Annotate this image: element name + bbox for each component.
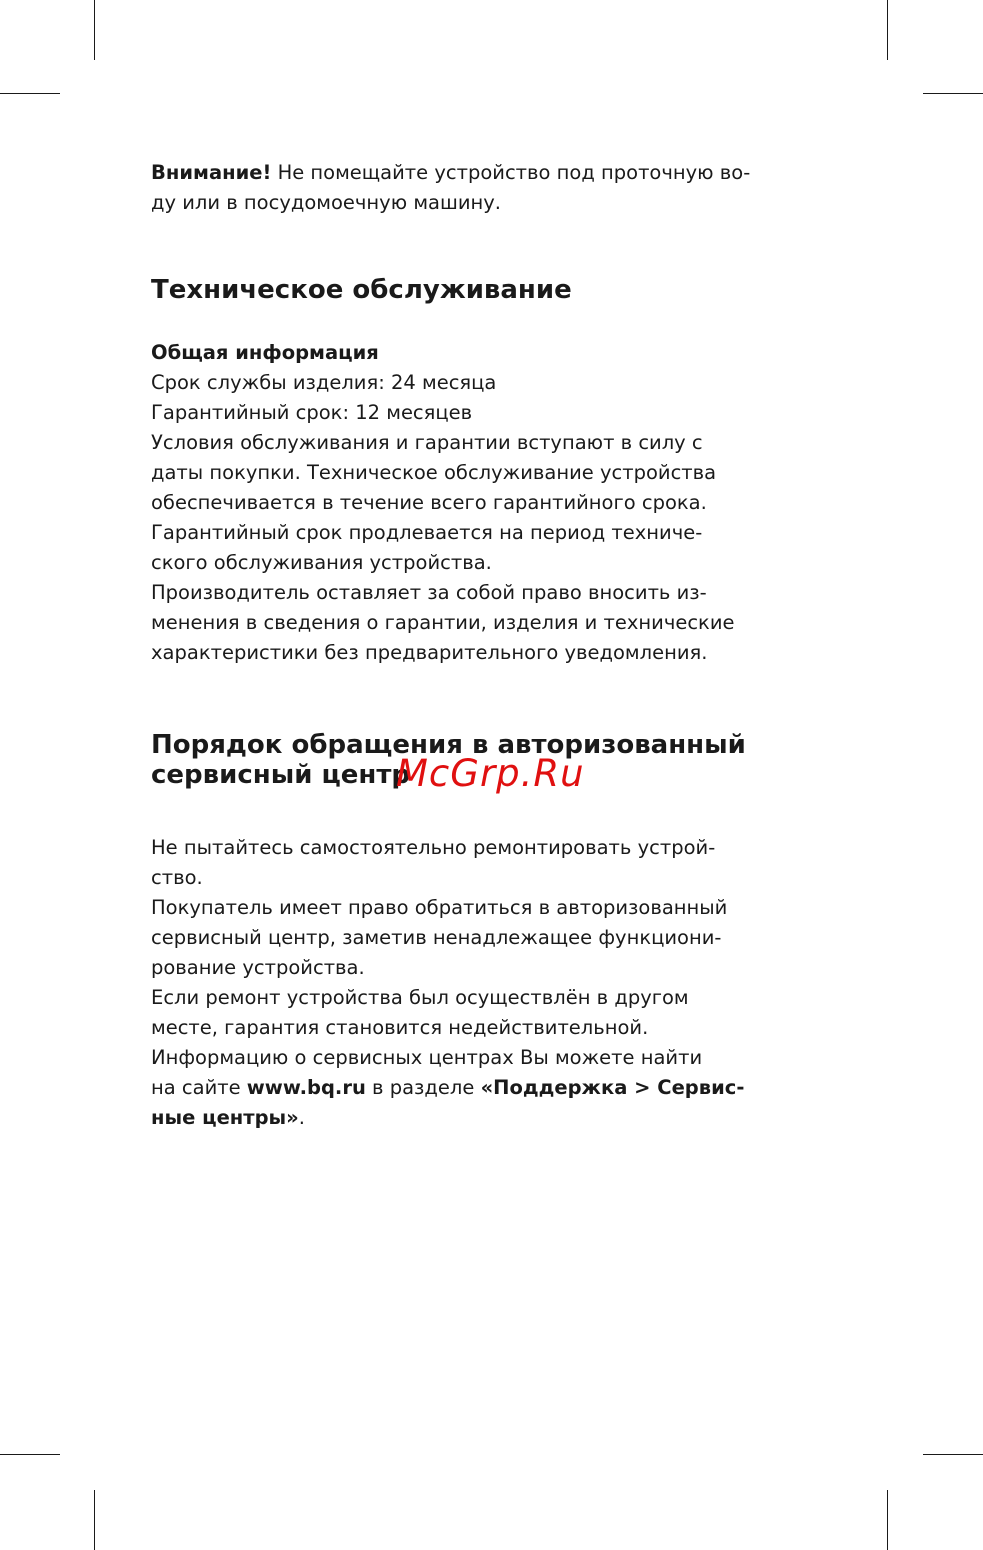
text-line: сервисный центр, заметив ненадлежащее функциони- xyxy=(151,926,722,949)
text-line: Информацию о сервисных центрах Вы можете найти xyxy=(151,1046,703,1069)
text-line: характеристики без предварительного уведомления. xyxy=(151,641,708,664)
text-line: менения в сведения о гарантии, изделия и технические xyxy=(151,611,735,634)
service-paragraph xyxy=(151,833,841,1133)
crop-mark xyxy=(0,1454,60,1455)
text-line xyxy=(151,1103,841,1133)
crop-mark xyxy=(923,93,983,94)
text-fragment: . xyxy=(298,1106,305,1129)
text-line: Гарантийный срок продлевается на период техниче- xyxy=(151,521,703,544)
text-fragment: на сайте xyxy=(151,1076,247,1099)
text-line: обеспечивается в течение всего гарантийного срока. xyxy=(151,491,707,514)
general-info-subheading: Общая информация xyxy=(151,341,379,364)
website-link[interactable]: www.bq.ru xyxy=(246,1076,366,1099)
text-line: Если ремонт устройства был осуществлён в другом xyxy=(151,986,689,1009)
crop-mark xyxy=(0,93,60,94)
text-line: даты покупки. Техническое обслуживание устройства xyxy=(151,461,717,484)
text-line: ство. xyxy=(151,866,203,889)
warning-label: Внимание! xyxy=(151,161,272,184)
warning-line: Не помещайте устройство под проточную во- xyxy=(277,161,751,184)
watermark: McGrp.Ru xyxy=(396,752,585,795)
text-line: Производитель оставляет за собой право вносить из- xyxy=(151,581,707,604)
crop-mark xyxy=(923,1454,983,1455)
text-line: Не пытайтесь самостоятельно ремонтировать устрой- xyxy=(151,836,716,859)
warning-paragraph xyxy=(151,158,841,218)
crop-mark xyxy=(94,1490,95,1550)
heading-line: Порядок обращения в авторизованный xyxy=(151,730,746,760)
text-line: месте, гарантия становится недействительной. xyxy=(151,1016,649,1039)
crop-mark xyxy=(94,0,95,60)
text-line: ского обслуживания устройства. xyxy=(151,551,492,574)
maintenance-heading: Техническое обслуживание xyxy=(151,275,572,305)
warning-line: ду или в посудомоечную машину. xyxy=(151,191,502,214)
text-line: Условия обслуживания и гарантии вступают в силу с xyxy=(151,431,703,454)
text-line: рование устройства. xyxy=(151,956,365,979)
heading-line: сервисный центр xyxy=(151,760,411,790)
text-line xyxy=(151,1073,841,1103)
maintenance-paragraph xyxy=(151,368,841,668)
document-content xyxy=(151,158,841,1133)
support-section-ref: «Поддержка > Сервис- xyxy=(480,1076,745,1099)
crop-mark xyxy=(887,1490,888,1550)
text-line: Гарантийный срок: 12 месяцев xyxy=(151,401,473,424)
support-section-ref: ные центры» xyxy=(151,1106,299,1129)
text-line: Срок службы изделия: 24 месяца xyxy=(151,371,497,394)
crop-mark xyxy=(887,0,888,60)
text-line: Покупатель имеет право обратиться в авторизованный xyxy=(151,896,728,919)
text-fragment: в разделе xyxy=(365,1076,481,1099)
